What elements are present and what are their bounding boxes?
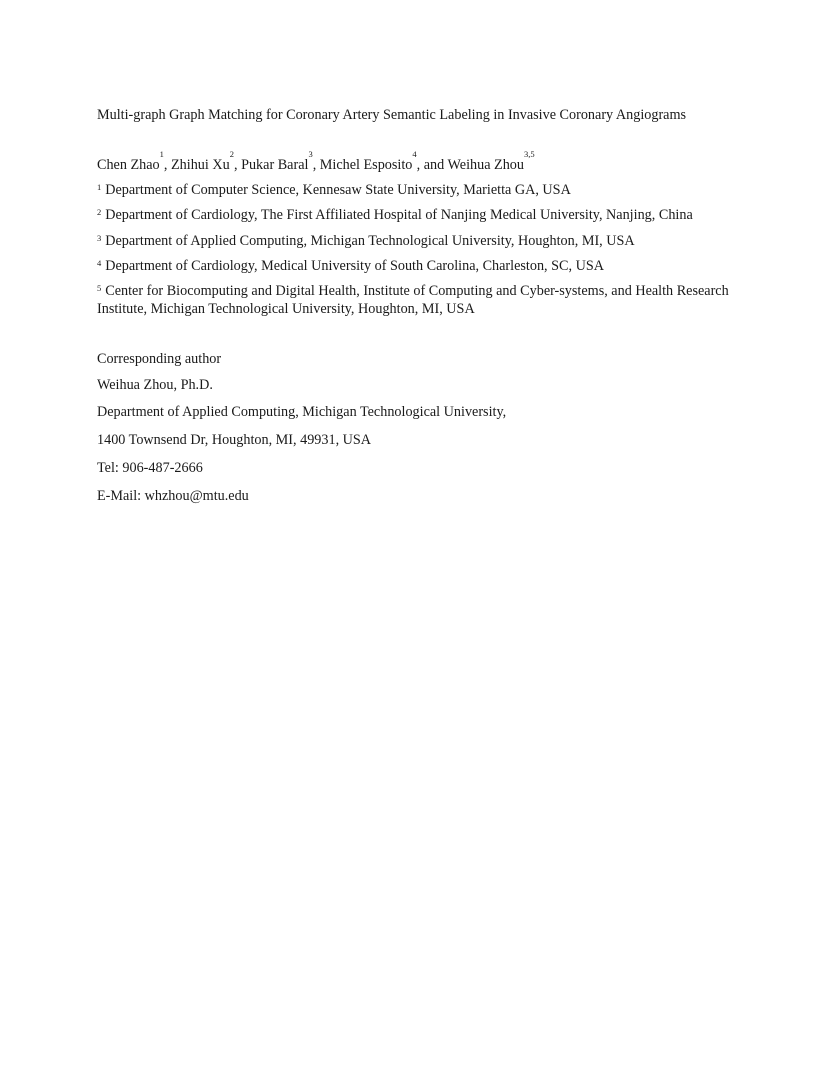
author-affiliation-mark: 2 [229,149,234,159]
affiliation [97,233,635,251]
corresponding-author-email: E-Mail: whzhou@mtu.edu [97,488,249,504]
corresponding-author-name: Weihua Zhou, Ph.D. [97,377,213,393]
author-separator: , [233,157,242,173]
affiliation-text: Department of Applied Computing, Michigan Technological University, Houghton, MI, USA [105,233,635,249]
affiliation-number: 3 [97,233,102,243]
author-affiliation-mark: 4 [412,149,417,159]
affiliation-number: 1 [97,182,102,192]
author-name: Weihua Zhou [447,157,524,173]
affiliation [97,207,693,225]
affiliation [97,258,604,276]
paper-title: Multi-graph Graph Matching for Coronary Artery Semantic Labeling in Invasive Coronary Angiograms [97,107,687,123]
corresponding-author-address: 1400 Townsend Dr, Houghton, MI, 49931, USA [97,432,372,448]
author-separator: , [312,157,320,173]
author-list [97,149,535,174]
author-name: Zhihui Xu [171,157,230,173]
affiliation-text: Center for Biocomputing and Digital Health, Institute of Computing and Cyber-systems, and Health Research Institute, Michigan Technological University, Houghton, MI, USA [97,283,729,317]
author-name: Pukar Baral [241,157,309,173]
corresponding-author-label: Corresponding author [97,351,222,367]
author-affiliation-mark: 1 [159,149,164,159]
author-name: Chen Zhao [97,157,160,173]
affiliation [97,182,571,200]
affiliation-number: 5 [97,283,102,293]
affiliation-number: 2 [97,207,102,217]
affiliation-text: Department of Cardiology, The First Affiliated Hospital of Nanjing Medical University, Nanjing, China [105,207,693,223]
author-affiliation-mark: 3,5 [524,149,535,159]
affiliation-text: Department of Computer Science, Kennesaw State University, Marietta GA, USA [105,182,571,198]
corresponding-author-department: Department of Applied Computing, Michigan Technological University, [97,404,507,420]
author-separator: , [163,157,171,173]
corresponding-author-phone: Tel: 906-487-2666 [97,460,203,476]
affiliation-number: 4 [97,258,102,268]
author-affiliation-mark: 3 [308,149,313,159]
affiliation-text: Department of Cardiology, Medical University of South Carolina, Charleston, SC, USA [105,258,604,274]
author-separator: , and [416,157,448,173]
affiliation [97,283,737,318]
author-name: Michel Esposito [319,157,413,173]
